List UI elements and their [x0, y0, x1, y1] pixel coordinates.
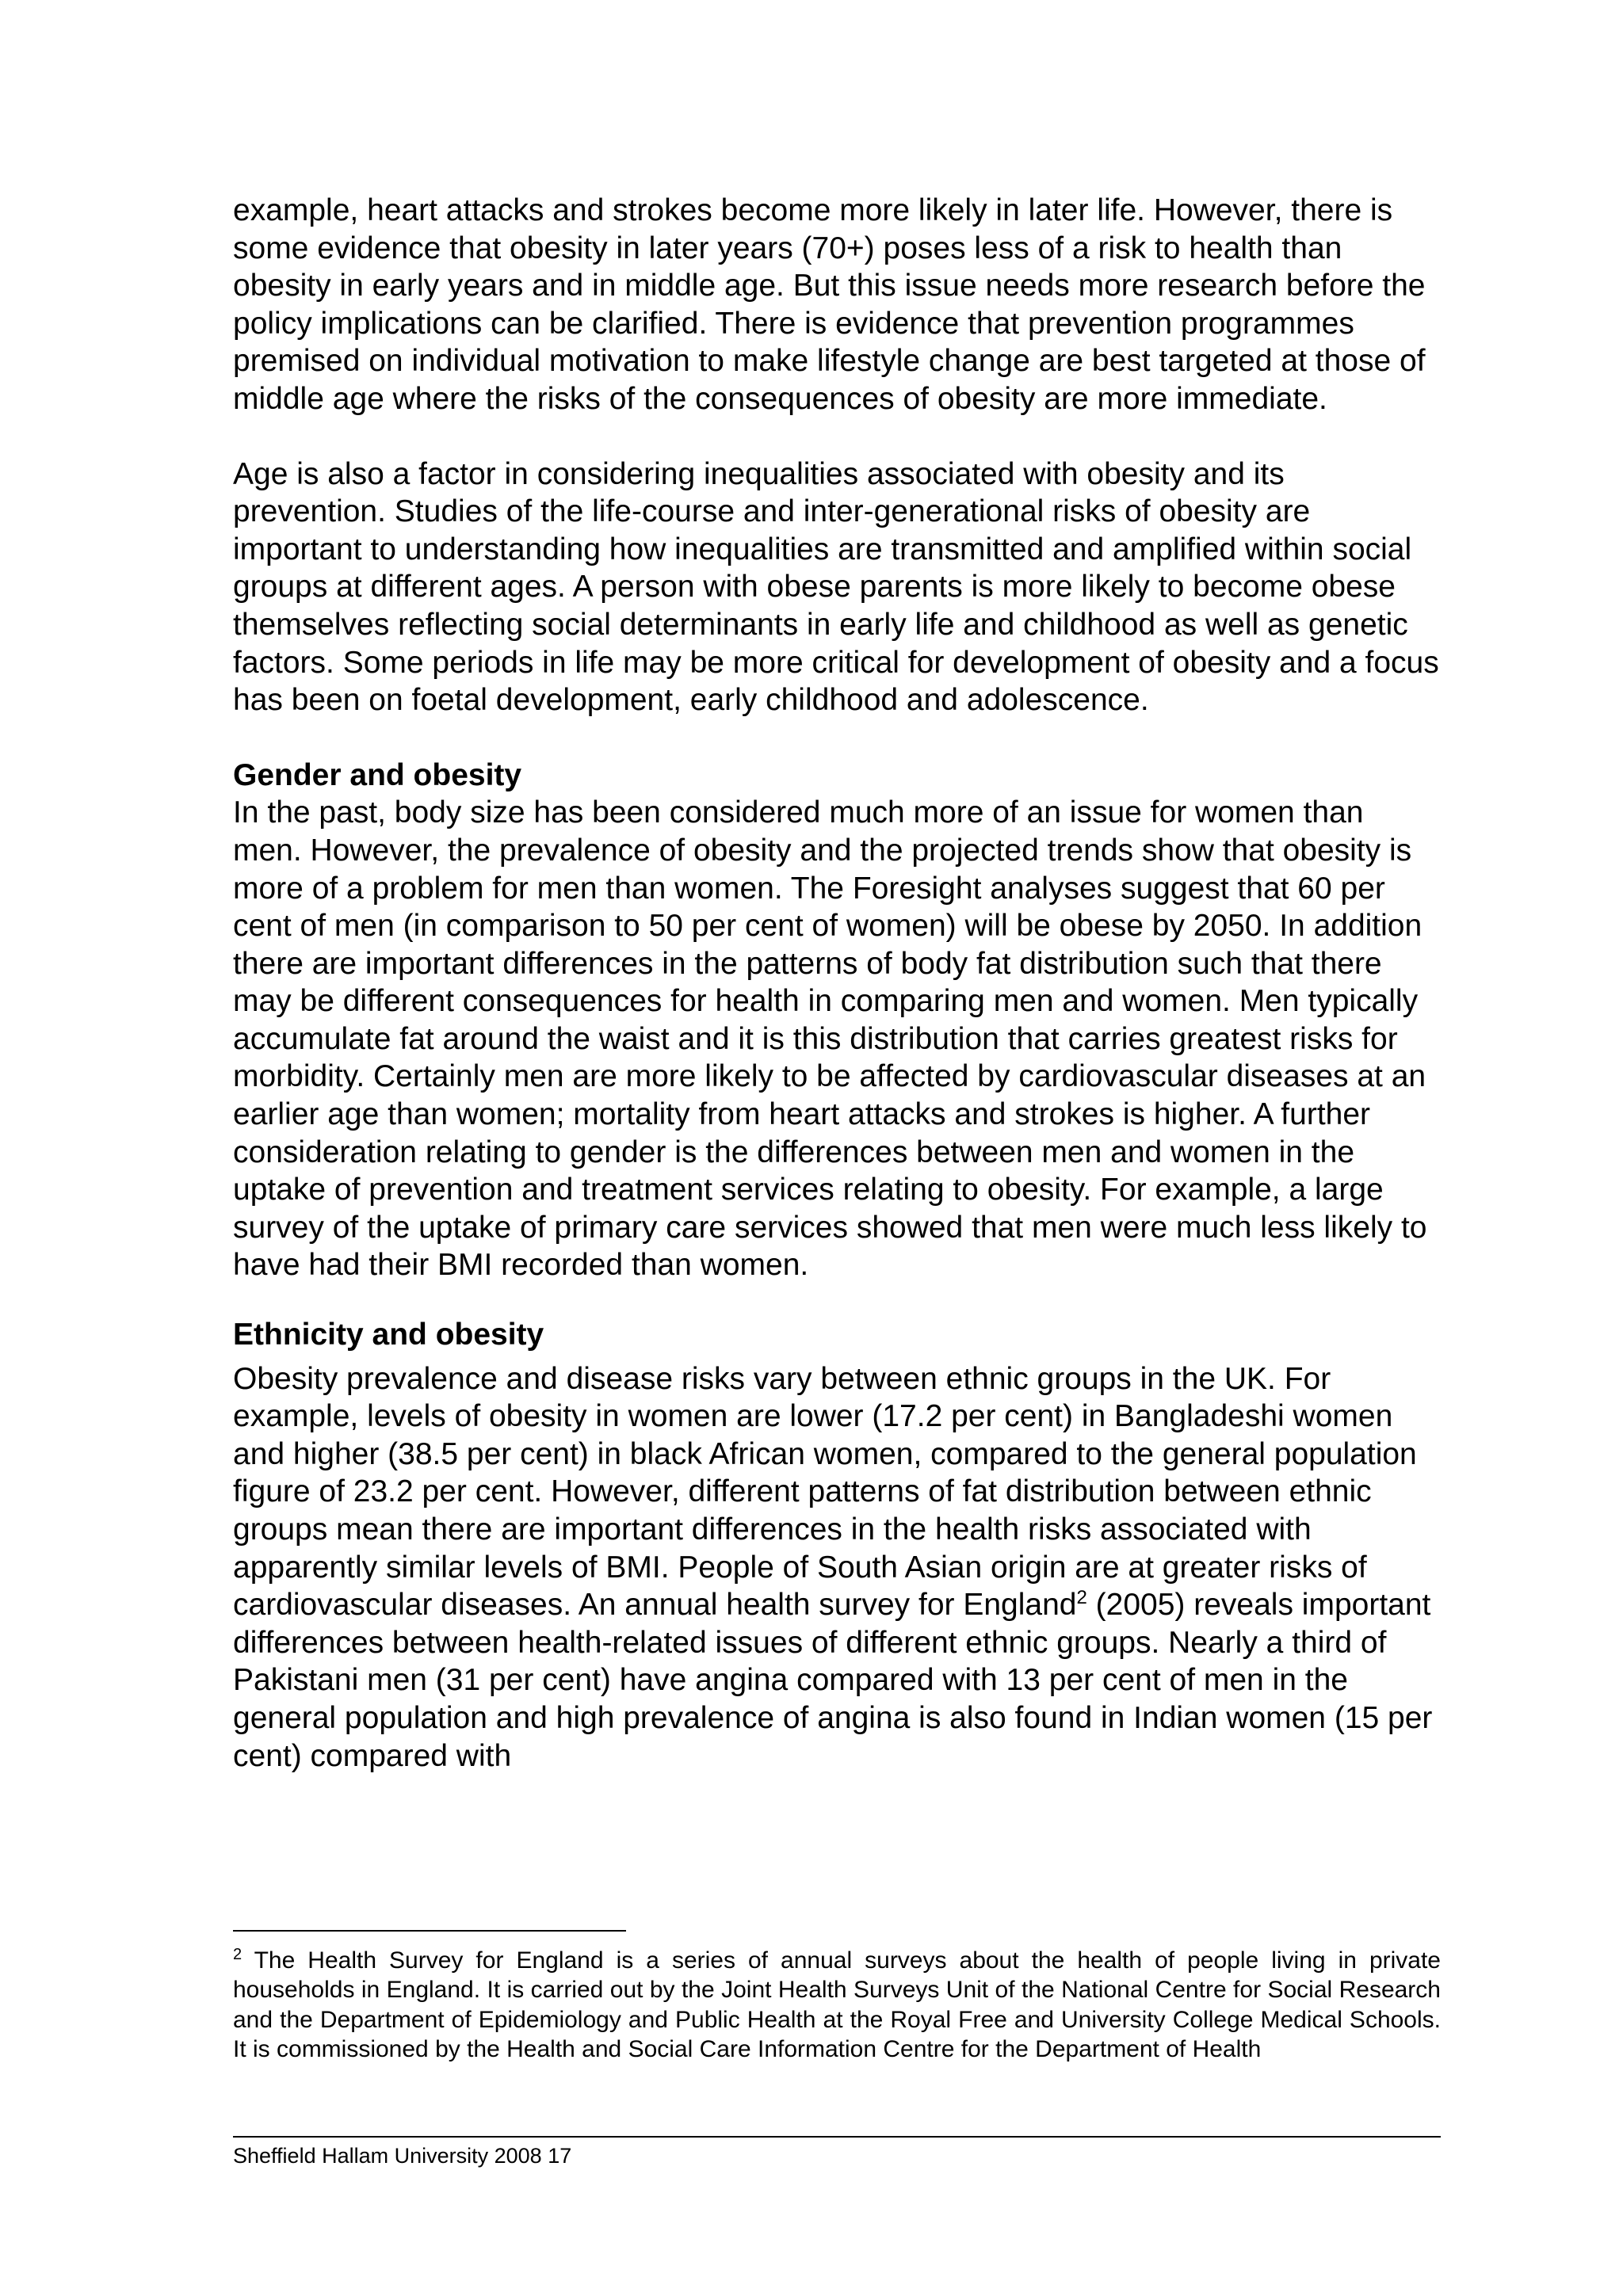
paragraph-gender: In the past, body size has been considered much more of an issue for women than men. However, the prevalence of obesity and the projected trends show that obesity is more of a problem for men than women. The Foresight analyses suggest that 60 per cent of men (in comparison to 50 per cent of women) will be obese by 2050. In addition there are important differences in the patterns of body fat distribution such that there may be different consequences for health in comparing men and women. Men typically accumulate fat around the waist and it is this distribution that carries greatest risks for morbidity. Certainly men are more likely to be affected by cardiovascular diseases at an earlier age than women; mortality from heart attacks and strokes is higher. A further consideration relating to gender is the differences between men and women in the uptake of prevention and treatment services relating to obesity. For example, a large survey of the uptake of primary care services showed that men were much less likely to have had their BMI recorded than women. — [233, 795, 1427, 1283]
heading-gender-and-obesity: Gender and obesity — [233, 757, 522, 792]
footnote-number: 2 — [233, 1946, 242, 1963]
footnote-text: The Health Survey for England is a series of annual surveys about the health of people living in private households in England. It is carried out by the Joint Health Surveys Unit of the National Centre for Social Research and the Department of Epidemiology and Public Health at the Royal Free and University College Medical Schools. It is commissioned by the Health and Social Care Information Centre for the Department of Health — [233, 1947, 1441, 2063]
footnote-reference[interactable]: 2 — [1076, 1587, 1087, 1609]
paragraph-gap — [233, 719, 1441, 757]
paragraph-gap — [233, 418, 1441, 456]
ethnicity-text-part2: (2005) reveals important differences between health-related issues of different ethnic groups. Nearly a third of Pakistani men (31 per cent) have angina compared with 13 per cent of men in the general population and high prevalence of angina is also found in Indian women (15 per cent) compared with — [233, 1588, 1433, 1773]
paragraph-ethnicity — [233, 1360, 1441, 1775]
ethnicity-text-part1: Obesity prevalence and disease risks vary between ethnic groups in the UK. For example, levels of obesity in women are lower (17.2 per cent) in Bangladeshi women and higher (38.5 per cent) in black African women, compared to the general population figure of 23.2 per cent. However, different patterns of fat distribution between ethnic groups mean there are important differences in the health risks associated with apparently similar levels of BMI. People of South Asian origin are at greater risks of cardiovascular diseases. An annual health survey for England — [233, 1361, 1417, 1623]
paragraph-later-life: example, heart attacks and strokes become more likely in later life. However, there is some evidence that obesity in later years (70+) poses less of a risk to health than obesity in early years and in middle age. But this issue needs more research before the policy implications can be clarified. There is evidence that prevention programmes premised on individual motivation to make lifestyle change are best targeted at those of middle age where the risks of the consequences of obesity are more immediate. — [233, 193, 1426, 416]
paragraph-age-inequalities: Age is also a factor in considering inequalities associated with obesity and its prevention. Studies of the life-course and inter-generational risks of obesity are important to understanding how inequalities are transmitted and amplified within social groups at different ages. A person with obese parents is more likely to become obese themselves reflecting social determinants in early life and childhood as well as genetic factors. Some periods in life may be more critical for development of obesity and a focus has been on foetal development, early childhood and adolescence. — [233, 456, 1439, 718]
heading-ethnicity-and-obesity: Ethnicity and obesity — [233, 1318, 544, 1352]
paragraph-gap — [233, 1284, 1441, 1316]
page-body — [233, 192, 1441, 1775]
footnote-separator — [233, 1930, 626, 1932]
footer-separator — [233, 2136, 1441, 2138]
footnote — [233, 1946, 1441, 2065]
page-footer: Sheffield Hallam University 2008 17 — [233, 2144, 572, 2168]
